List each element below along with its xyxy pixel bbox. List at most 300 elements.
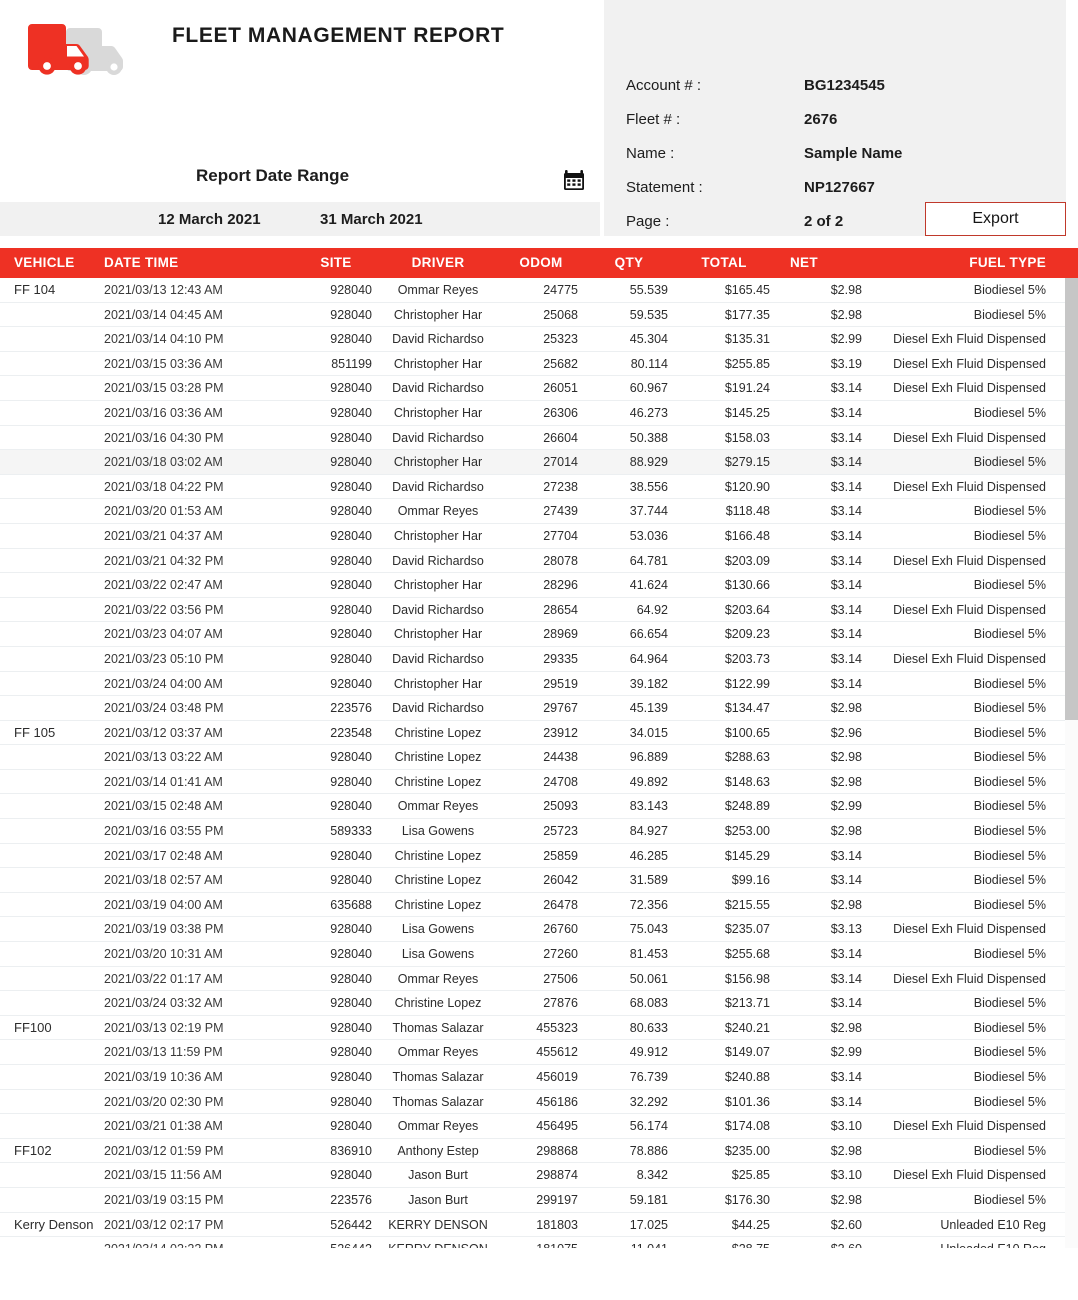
- cell-vehicle: [14, 1163, 100, 1188]
- cell-site: 928040: [330, 799, 372, 814]
- cell-date-time: 2021/03/15 03:36 AM: [104, 356, 223, 371]
- cell-site: 223576: [330, 1192, 372, 1207]
- cell-qty: 32.292: [629, 1094, 668, 1109]
- cell-qty: 38.556: [629, 479, 668, 494]
- account-row-account-number: [604, 68, 1066, 102]
- cell-vehicle: [14, 426, 100, 451]
- table-row[interactable]: [0, 426, 1078, 451]
- cell-total: $118.48: [725, 504, 770, 519]
- cell-qty: 59.535: [629, 307, 668, 322]
- cell-vehicle: [14, 967, 100, 992]
- cell-site: 928040: [330, 504, 372, 519]
- cell-total: $203.64: [724, 602, 770, 617]
- export-button[interactable]: Export: [925, 202, 1066, 236]
- table-row[interactable]: [0, 549, 1078, 574]
- cell-total: $120.90: [724, 479, 770, 494]
- cell-site: 928040: [330, 922, 372, 937]
- cell-qty: 84.927: [629, 824, 668, 839]
- cell-qty: 41.624: [629, 578, 668, 593]
- cell-odom: 25093: [543, 799, 578, 814]
- cell-vehicle: FF 104: [14, 282, 56, 297]
- cell-fuel-type: Biodiesel 5%: [973, 1045, 1046, 1060]
- cell-driver: Ommar Reyes: [397, 283, 479, 297]
- cell-qty: 59.181: [629, 1192, 668, 1207]
- cell-fuel-type: Diesel Exh Fluid Dispensed: [893, 922, 1046, 937]
- cell-date-time: 2021/03/12 03:37 AM: [104, 725, 223, 740]
- table-row[interactable]: [0, 450, 1078, 475]
- cell-net: $2.98: [830, 750, 862, 765]
- cell-driver: David Richardso: [392, 651, 484, 666]
- cell-site: 836910: [330, 1143, 372, 1158]
- cell-fuel-type: Biodiesel 5%: [973, 1094, 1046, 1109]
- cell-site: 928040: [330, 578, 372, 593]
- cell-fuel-type: Biodiesel 5%: [973, 676, 1046, 691]
- cell-fuel-type: Biodiesel 5%: [973, 799, 1046, 814]
- table-row[interactable]: [0, 721, 1078, 746]
- table-row[interactable]: [0, 303, 1078, 328]
- cell-net: $3.14: [830, 381, 862, 396]
- table-row[interactable]: [0, 376, 1078, 401]
- table-row[interactable]: [0, 401, 1078, 426]
- cell-fuel-type: Diesel Exh Fluid Dispensed: [893, 553, 1046, 568]
- cell-driver: Christopher Har: [393, 627, 483, 642]
- cell-odom: 27704: [543, 528, 578, 543]
- cell-fuel-type: Biodiesel 5%: [973, 947, 1046, 962]
- cell-fuel-type: Diesel Exh Fluid Dispensed: [893, 356, 1046, 371]
- table-row[interactable]: [0, 327, 1078, 352]
- table-row[interactable]: [0, 917, 1078, 942]
- cell-fuel-type: Biodiesel 5%: [973, 283, 1046, 297]
- cell-date-time: 2021/03/13 11:59 PM: [104, 1045, 223, 1060]
- cell-odom: 27260: [543, 947, 578, 962]
- date-range-values: [0, 202, 600, 236]
- cell-vehicle: [14, 794, 100, 819]
- cell-net: $3.14: [830, 553, 862, 568]
- table-row[interactable]: [0, 868, 1078, 893]
- cell-fuel-type: Biodiesel 5%: [973, 1020, 1046, 1035]
- cell-odom: 29335: [543, 651, 578, 666]
- column-header-fuel-type[interactable]: FUEL TYPE: [969, 255, 1046, 270]
- cell-fuel-type: Diesel Exh Fluid Dispensed: [893, 479, 1046, 494]
- table-scrollbar-thumb[interactable]: [1065, 278, 1078, 720]
- fleet-number-value: 2676: [804, 110, 838, 128]
- cell-vehicle: [14, 770, 100, 795]
- cell-odom: 24708: [543, 774, 578, 789]
- cell-fuel-type: Diesel Exh Fluid Dispensed: [893, 602, 1046, 617]
- cell-driver: Christine Lopez: [394, 873, 482, 888]
- cell-vehicle: Kerry Denson: [14, 1216, 94, 1232]
- cell-total: $44.25: [731, 1217, 770, 1232]
- cell-driver: Thomas Salazar: [392, 1020, 484, 1035]
- cell-driver: Lisa Gowens: [401, 922, 475, 937]
- cell-fuel-type: Biodiesel 5%: [973, 578, 1046, 593]
- cell-fuel-type: Biodiesel 5%: [973, 848, 1046, 863]
- cell-fuel-type: Diesel Exh Fluid Dispensed: [893, 1168, 1046, 1183]
- cell-vehicle: [14, 868, 100, 893]
- cell-odom: 27876: [543, 996, 578, 1011]
- statement-label: Statement :: [626, 178, 703, 196]
- cell-qty: 64.781: [629, 553, 668, 568]
- cell-qty: 45.304: [629, 332, 668, 347]
- cell-vehicle: [14, 598, 100, 623]
- table-row[interactable]: [0, 622, 1078, 647]
- cell-driver: Thomas Salazar: [392, 1070, 484, 1084]
- cell-date-time: 2021/03/14 01:41 AM: [104, 774, 223, 789]
- cell-fuel-type: Biodiesel 5%: [973, 996, 1046, 1011]
- cell-site: 928040: [330, 1094, 372, 1109]
- cell-net: $2.99: [830, 332, 862, 347]
- cell-vehicle: [14, 573, 100, 598]
- report-date-range-label: Report Date Range: [196, 166, 350, 185]
- cell-site: 928040: [330, 774, 372, 789]
- table-row[interactable]: [0, 524, 1078, 549]
- cell-odom: 299197: [536, 1192, 578, 1207]
- column-header-total[interactable]: TOTAL: [701, 255, 747, 270]
- cell-site: 635688: [330, 897, 372, 912]
- cell-net: $3.14: [830, 405, 862, 420]
- cell-fuel-type: Biodiesel 5%: [973, 774, 1046, 789]
- cell-site: 928040: [330, 627, 372, 642]
- cell-date-time: 2021/03/20 01:53 AM: [104, 504, 223, 519]
- cell-fuel-type: Biodiesel 5%: [973, 1070, 1046, 1084]
- table-row[interactable]: [0, 745, 1078, 770]
- cell-total: $248.89: [724, 799, 770, 814]
- cell-driver: Lisa Gowens: [401, 824, 475, 839]
- cell-odom: 25068: [543, 307, 578, 322]
- cell-fuel-type: Diesel Exh Fluid Dispensed: [893, 1119, 1046, 1134]
- cell-vehicle: FF 105: [14, 724, 56, 740]
- table-row[interactable]: [0, 1163, 1078, 1188]
- cell-net: $3.14: [830, 602, 862, 617]
- table-row[interactable]: [0, 1065, 1078, 1090]
- cell-vehicle: [14, 745, 100, 770]
- cell-fuel-type: Biodiesel 5%: [973, 504, 1046, 519]
- cell-driver: Christine Lopez: [394, 848, 482, 863]
- cell-driver: David Richardso: [392, 381, 484, 396]
- cell-driver: David Richardso: [392, 701, 484, 716]
- cell-total: $191.24: [724, 381, 770, 396]
- cell-driver: Christine Lopez: [394, 725, 482, 740]
- cell-driver: KERRY DENSON: [388, 1217, 488, 1232]
- table-row[interactable]: [0, 794, 1078, 819]
- cell-net: $3.14: [830, 430, 862, 445]
- cell-net: $3.14: [830, 947, 862, 962]
- column-header-site[interactable]: SITE: [320, 255, 352, 270]
- table-row[interactable]: [0, 672, 1078, 697]
- cell-vehicle: [14, 303, 100, 328]
- cell-vehicle: [14, 1188, 100, 1213]
- table-row[interactable]: [0, 991, 1078, 1016]
- account-row-name: [604, 136, 1066, 170]
- cell-site: 928040: [330, 1168, 372, 1183]
- column-header-driver[interactable]: DRIVER: [411, 255, 465, 270]
- cell-driver: David Richardso: [392, 430, 484, 445]
- column-header-vehicle[interactable]: VEHICLE: [14, 255, 75, 270]
- cell-driver: Christopher Har: [393, 578, 483, 593]
- cell-total: $255.68: [724, 947, 770, 962]
- table-row[interactable]: [0, 942, 1078, 967]
- cell-vehicle: [14, 893, 100, 918]
- column-header-qty[interactable]: QTY: [614, 255, 644, 270]
- cell-qty: 96.889: [629, 750, 668, 765]
- cell-driver: Ommar Reyes: [397, 971, 479, 986]
- cell-vehicle: [14, 696, 100, 721]
- cell-vehicle: [14, 622, 100, 647]
- cell-odom: 24775: [543, 283, 578, 297]
- cell-total: $279.15: [724, 455, 770, 470]
- cell-odom: 28296: [543, 578, 578, 593]
- cell-qty: 78.886: [629, 1143, 668, 1158]
- cell-fuel-type: Biodiesel 5%: [973, 405, 1046, 420]
- cell-total: $100.65: [724, 725, 770, 740]
- cell-driver: Christopher Har: [393, 307, 483, 322]
- cell-net: $3.14: [830, 651, 862, 666]
- cell-total: $240.88: [724, 1070, 770, 1084]
- cell-date-time: 2021/03/23 04:07 AM: [104, 627, 223, 642]
- cell-odom: 26051: [543, 381, 578, 396]
- cell-driver: Christopher Har: [393, 528, 483, 543]
- table-row[interactable]: [0, 1040, 1078, 1065]
- cell-odom: 27506: [543, 971, 578, 986]
- cell-date-time: 2021/03/21 04:37 AM: [104, 528, 223, 543]
- table-row[interactable]: [0, 1213, 1078, 1238]
- cell-net: $2.98: [830, 897, 862, 912]
- cell-net: $2.98: [830, 824, 862, 839]
- cell-vehicle: [14, 819, 100, 844]
- table-row[interactable]: [0, 647, 1078, 672]
- account-info-panel: [604, 0, 1066, 236]
- table-row[interactable]: [0, 893, 1078, 918]
- fleet-transactions-table: [0, 248, 1078, 1253]
- cell-date-time: 2021/03/17 02:48 AM: [104, 848, 223, 863]
- column-header-net[interactable]: NET: [790, 255, 818, 270]
- cell-net: $2.96: [830, 725, 862, 740]
- cell-driver: Christopher Har: [393, 405, 483, 420]
- cell-odom: 27439: [543, 504, 578, 519]
- cell-fuel-type: Biodiesel 5%: [973, 725, 1046, 740]
- table-row[interactable]: [0, 598, 1078, 623]
- cell-total: $122.99: [724, 676, 770, 691]
- cell-total: $176.30: [724, 1192, 770, 1207]
- cell-vehicle: [14, 475, 100, 500]
- cell-odom: 298874: [536, 1168, 578, 1183]
- cell-total: $156.98: [724, 971, 770, 986]
- cell-fuel-type: Diesel Exh Fluid Dispensed: [893, 651, 1046, 666]
- cell-odom: 25723: [543, 824, 578, 839]
- cell-qty: 75.043: [629, 922, 668, 937]
- table-row[interactable]: [0, 696, 1078, 721]
- table-row[interactable]: [0, 819, 1078, 844]
- cell-site: 928040: [330, 1020, 372, 1035]
- cell-site: 928040: [330, 947, 372, 962]
- name-label: Name :: [626, 144, 675, 162]
- cell-date-time: 2021/03/15 03:28 PM: [104, 381, 224, 396]
- table-row[interactable]: [0, 770, 1078, 795]
- cell-vehicle: [14, 524, 100, 549]
- cell-net: $3.14: [830, 848, 862, 863]
- cell-date-time: 2021/03/13 03:22 AM: [104, 750, 223, 765]
- cell-vehicle: [14, 401, 100, 426]
- table-row[interactable]: [0, 1090, 1078, 1115]
- cell-odom: 26760: [543, 922, 578, 937]
- table-row[interactable]: [0, 1188, 1078, 1213]
- cell-net: $2.60: [830, 1217, 862, 1232]
- cell-total: $145.25: [724, 405, 770, 420]
- cell-net: $2.99: [830, 799, 862, 814]
- report-header-area: [0, 0, 1078, 240]
- cell-date-time: 2021/03/19 03:15 PM: [104, 1192, 224, 1207]
- column-header-odom[interactable]: ODOM: [519, 255, 563, 270]
- cell-net: $3.14: [830, 627, 862, 642]
- cell-qty: 17.025: [629, 1217, 668, 1232]
- cell-date-time: 2021/03/22 01:17 AM: [104, 971, 223, 986]
- cell-site: 928040: [330, 750, 372, 765]
- cell-driver: Christine Lopez: [394, 897, 482, 912]
- cell-driver: David Richardso: [392, 602, 484, 617]
- cell-driver: Lisa Gowens: [401, 947, 475, 962]
- column-header-date-time[interactable]: DATE TIME: [104, 255, 179, 270]
- cell-date-time: 2021/03/24 04:00 AM: [104, 676, 223, 691]
- table-row[interactable]: [0, 1016, 1078, 1041]
- cell-site: 928040: [330, 676, 372, 691]
- cell-qty: 83.143: [629, 799, 668, 814]
- cell-net: $3.13: [830, 922, 862, 937]
- cell-driver: Christine Lopez: [394, 996, 482, 1011]
- cell-odom: 26042: [543, 873, 578, 888]
- cell-qty: 46.285: [629, 848, 668, 863]
- fleet-number-label: Fleet # :: [626, 110, 681, 128]
- cell-driver: David Richardso: [392, 479, 484, 494]
- account-row-statement: [604, 170, 1066, 204]
- cell-date-time: 2021/03/24 03:32 AM: [104, 996, 223, 1011]
- cell-qty: 31.589: [629, 873, 668, 888]
- table-row[interactable]: [0, 1139, 1078, 1164]
- cell-date-time: 2021/03/14 04:45 AM: [104, 307, 223, 322]
- cell-qty: 64.964: [629, 651, 668, 666]
- cell-site: 928040: [330, 996, 372, 1011]
- cell-odom: 298868: [536, 1143, 578, 1158]
- cell-odom: 25682: [543, 356, 578, 371]
- cell-total: $253.00: [724, 824, 770, 839]
- cell-odom: 26604: [543, 430, 578, 445]
- cell-qty: 49.912: [629, 1045, 668, 1060]
- cell-fuel-type: Biodiesel 5%: [973, 528, 1046, 543]
- cell-odom: 456186: [536, 1094, 578, 1109]
- cell-odom: 28969: [543, 627, 578, 642]
- table-row[interactable]: [0, 1114, 1078, 1139]
- cell-net: $2.98: [830, 1020, 862, 1035]
- cell-total: $25.85: [731, 1168, 770, 1183]
- account-number-label: Account # :: [626, 76, 702, 94]
- cell-driver: David Richardso: [392, 332, 484, 347]
- cell-site: 851199: [331, 356, 372, 371]
- cell-date-time: 2021/03/18 02:57 AM: [104, 873, 223, 888]
- cell-vehicle: [14, 672, 100, 697]
- table-row[interactable]: [0, 499, 1078, 524]
- cell-vehicle: [14, 991, 100, 1016]
- cell-net: $3.14: [830, 578, 862, 593]
- cell-site: 928040: [330, 479, 372, 494]
- cell-driver: Christopher Har: [393, 356, 483, 371]
- cell-driver: Jason Burt: [408, 1192, 468, 1207]
- cell-date-time: 2021/03/15 11:56 AM: [104, 1168, 222, 1183]
- table-row[interactable]: [0, 475, 1078, 500]
- cell-site: 928040: [330, 602, 372, 617]
- cell-site: 928040: [330, 971, 372, 986]
- cell-date-time: 2021/03/13 02:19 PM: [104, 1020, 224, 1035]
- page-bottom-margin: [0, 1248, 1078, 1300]
- cell-total: $101.36: [724, 1094, 770, 1109]
- cell-odom: 27014: [543, 455, 578, 470]
- cell-qty: 50.388: [629, 430, 668, 445]
- cell-net: $3.14: [830, 479, 862, 494]
- cell-qty: 60.967: [629, 381, 668, 396]
- table-row[interactable]: [0, 967, 1078, 992]
- cell-total: $288.63: [724, 750, 770, 765]
- double-truck-icon: [20, 16, 138, 78]
- cell-vehicle: [14, 1090, 100, 1115]
- cell-odom: 23912: [543, 725, 578, 740]
- cell-site: 928040: [330, 405, 372, 420]
- cell-odom: 456019: [536, 1070, 578, 1084]
- cell-date-time: 2021/03/19 03:38 PM: [104, 922, 224, 937]
- account-row-fleet-number: [604, 102, 1066, 136]
- cell-site: 589333: [330, 824, 372, 839]
- cell-net: $3.10: [830, 1168, 862, 1183]
- date-range-to[interactable]: 31 March 2021: [320, 210, 423, 228]
- cell-qty: 72.356: [629, 897, 668, 912]
- cell-total: $215.55: [724, 897, 770, 912]
- cell-total: $203.09: [724, 553, 770, 568]
- cell-fuel-type: Biodiesel 5%: [973, 873, 1046, 888]
- cell-date-time: 2021/03/24 03:48 PM: [104, 701, 224, 716]
- cell-date-time: 2021/03/16 03:36 AM: [104, 405, 223, 420]
- cell-date-time: 2021/03/20 10:31 AM: [104, 947, 223, 962]
- cell-net: $3.10: [830, 1119, 862, 1134]
- cell-odom: 29767: [543, 701, 578, 716]
- cell-vehicle: [14, 1114, 100, 1139]
- cell-site: 928040: [330, 848, 372, 863]
- table-row[interactable]: [0, 844, 1078, 869]
- cell-net: $3.14: [830, 996, 862, 1011]
- cell-driver: Christopher Har: [393, 455, 483, 470]
- cell-total: $134.47: [724, 701, 770, 716]
- cell-qty: 68.083: [629, 996, 668, 1011]
- cell-driver: Ommar Reyes: [397, 799, 479, 814]
- date-range-from[interactable]: 12 March 2021: [158, 210, 261, 228]
- cell-odom: 25859: [543, 848, 578, 863]
- table-row[interactable]: [0, 278, 1078, 303]
- table-body: [0, 278, 1078, 1253]
- table-row[interactable]: [0, 352, 1078, 377]
- calendar-icon[interactable]: [563, 169, 585, 191]
- cell-site: 928040: [330, 307, 372, 322]
- cell-net: $3.19: [830, 356, 862, 371]
- cell-qty: 45.139: [629, 701, 668, 716]
- cell-odom: 24438: [543, 750, 578, 765]
- cell-odom: 25323: [543, 332, 578, 347]
- cell-date-time: 2021/03/23 05:10 PM: [104, 651, 224, 666]
- cell-qty: 80.114: [630, 356, 668, 371]
- page-label: Page :: [626, 212, 670, 230]
- name-value: Sample Name: [804, 144, 903, 162]
- cell-net: $2.98: [830, 774, 862, 789]
- table-row[interactable]: [0, 573, 1078, 598]
- cell-date-time: 2021/03/19 04:00 AM: [104, 897, 223, 912]
- cell-site: 223576: [330, 701, 372, 716]
- cell-vehicle: [14, 844, 100, 869]
- cell-site: 928040: [330, 1119, 372, 1134]
